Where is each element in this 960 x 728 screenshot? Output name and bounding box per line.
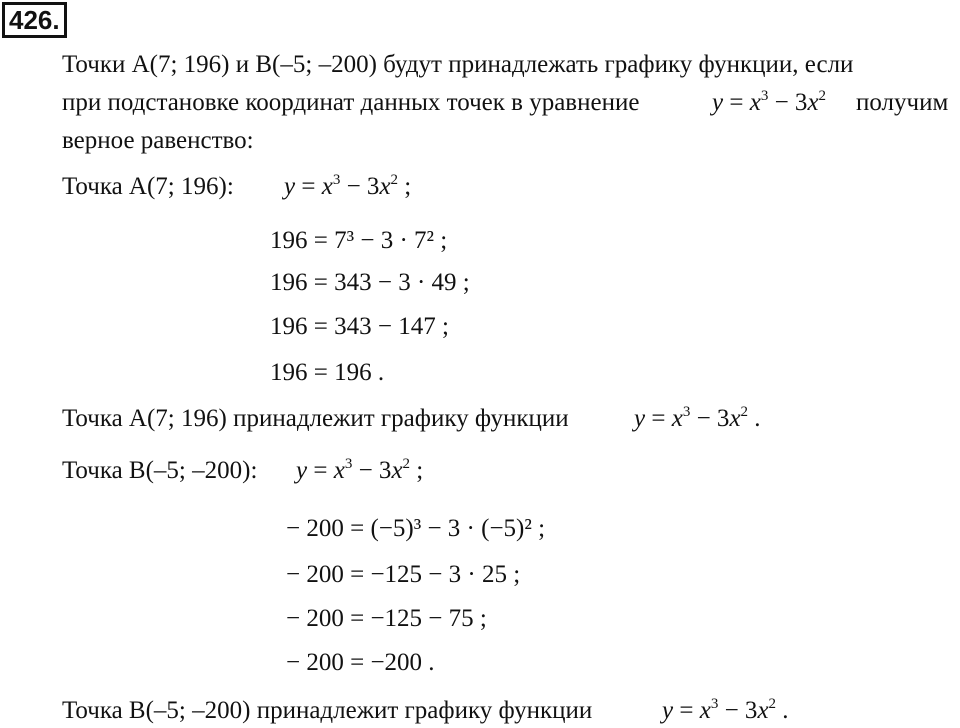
point-a-step-2: 196 = 343 − 3 · 49 ; xyxy=(270,269,470,296)
point-a-step-3: 196 = 343 − 147 ; xyxy=(270,313,449,340)
point-b-step-3: − 200 = −125 − 75 ; xyxy=(286,605,487,632)
function-formula: $y = x^3 - 3x^2$ xyxy=(712,88,827,116)
point-b-label: Точка B(–5; –200): xyxy=(62,457,258,484)
point-b-step-4: − 200 = −200 . xyxy=(286,649,435,676)
point-a-step-4: 196 = 196 . xyxy=(270,359,385,386)
point-a-equation: $y = x^3 - 3x^2$ ; xyxy=(284,172,412,200)
point-b-conclusion: Точка B(–5; –200) принадлежит графику функции xyxy=(62,697,593,724)
point-a-label: Точка A(7; 196): xyxy=(62,173,234,200)
point-a-conclusion-formula: $y = x^3 - 3x^2$ . xyxy=(634,404,761,432)
point-b-step-1: − 200 = (−5)³ − 3 · (−5)² ; xyxy=(286,515,546,542)
problem-number: 426. xyxy=(2,2,67,38)
point-a-step-1: 196 = 7³ − 3 · 7² ; xyxy=(270,227,448,254)
intro-line-2-tail: получим xyxy=(856,89,949,116)
intro-line-3: верное равенство: xyxy=(62,127,254,154)
intro-line-1: Точки A(7; 196) и B(–5; –200) будут принадлежать графику функции, если xyxy=(62,51,854,78)
point-a-conclusion: Точка A(7; 196) принадлежит графику функции xyxy=(62,405,569,432)
point-b-conclusion-formula: $y = x^3 - 3x^2$ . xyxy=(662,696,789,724)
intro-line-2: при подстановке координат данных точек в уравнение xyxy=(62,89,640,116)
point-b-step-2: − 200 = −125 − 3 · 25 ; xyxy=(286,561,521,588)
point-b-equation: $y = x^3 - 3x^2$ ; xyxy=(296,456,424,484)
